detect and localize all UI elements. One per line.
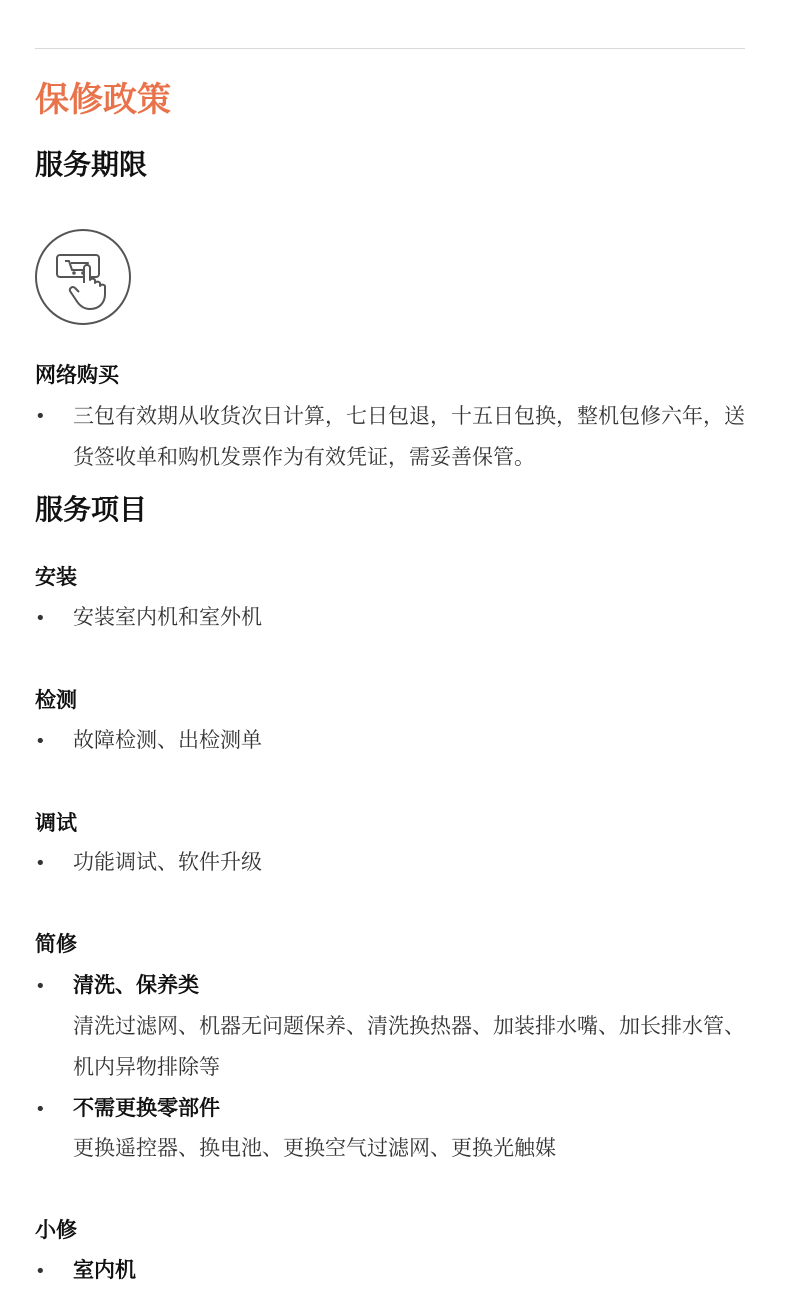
- simple-repair-item1-title: 清洗、保养类: [73, 973, 199, 997]
- simple-repair-item1-text: 清洗过滤网、机器无问题保养、清洗换热器、加装排水嘴、加长排水管、机内异物排除等: [73, 1014, 745, 1079]
- detect-label: 检测: [35, 688, 77, 712]
- minor-repair-label: 小修: [35, 1218, 77, 1242]
- detect-text: 故障检测、出检测单: [73, 728, 262, 752]
- bullet-icon: •: [35, 608, 46, 629]
- bullet-icon: •: [35, 853, 46, 874]
- bullet-icon: •: [35, 731, 46, 752]
- online-shopping-click-icon: [35, 229, 131, 325]
- top-divider: [35, 48, 745, 49]
- debug-label: 调试: [35, 811, 77, 835]
- debug-text: 功能调试、软件升级: [73, 850, 262, 874]
- service-items-heading: 服务项目: [35, 493, 148, 526]
- online-purchase-label: 网络购买: [35, 363, 119, 387]
- bullet-icon: •: [35, 406, 46, 427]
- install-label: 安装: [35, 565, 77, 589]
- warranty-description: 三包有效期从收货次日计算，七日包退，十五日包换，整机包修六年，送货签收单和购机发票作为有效凭证，需妥善保管。: [73, 404, 745, 469]
- service-period-heading: 服务期限: [35, 148, 148, 181]
- bullet-icon: •: [35, 976, 46, 997]
- install-text: 安装室内机和室外机: [73, 605, 262, 629]
- simple-repair-item2-text: 更换遥控器、换电池、更换空气过滤网、更换光触媒: [73, 1136, 556, 1160]
- simple-repair-item2-title: 不需更换零部件: [73, 1096, 220, 1120]
- page-title: 保修政策: [35, 80, 171, 120]
- minor-repair-item1-title: 室内机: [73, 1258, 136, 1282]
- simple-repair-label: 简修: [35, 932, 77, 956]
- bullet-icon: •: [35, 1261, 46, 1282]
- bullet-icon: •: [35, 1099, 46, 1120]
